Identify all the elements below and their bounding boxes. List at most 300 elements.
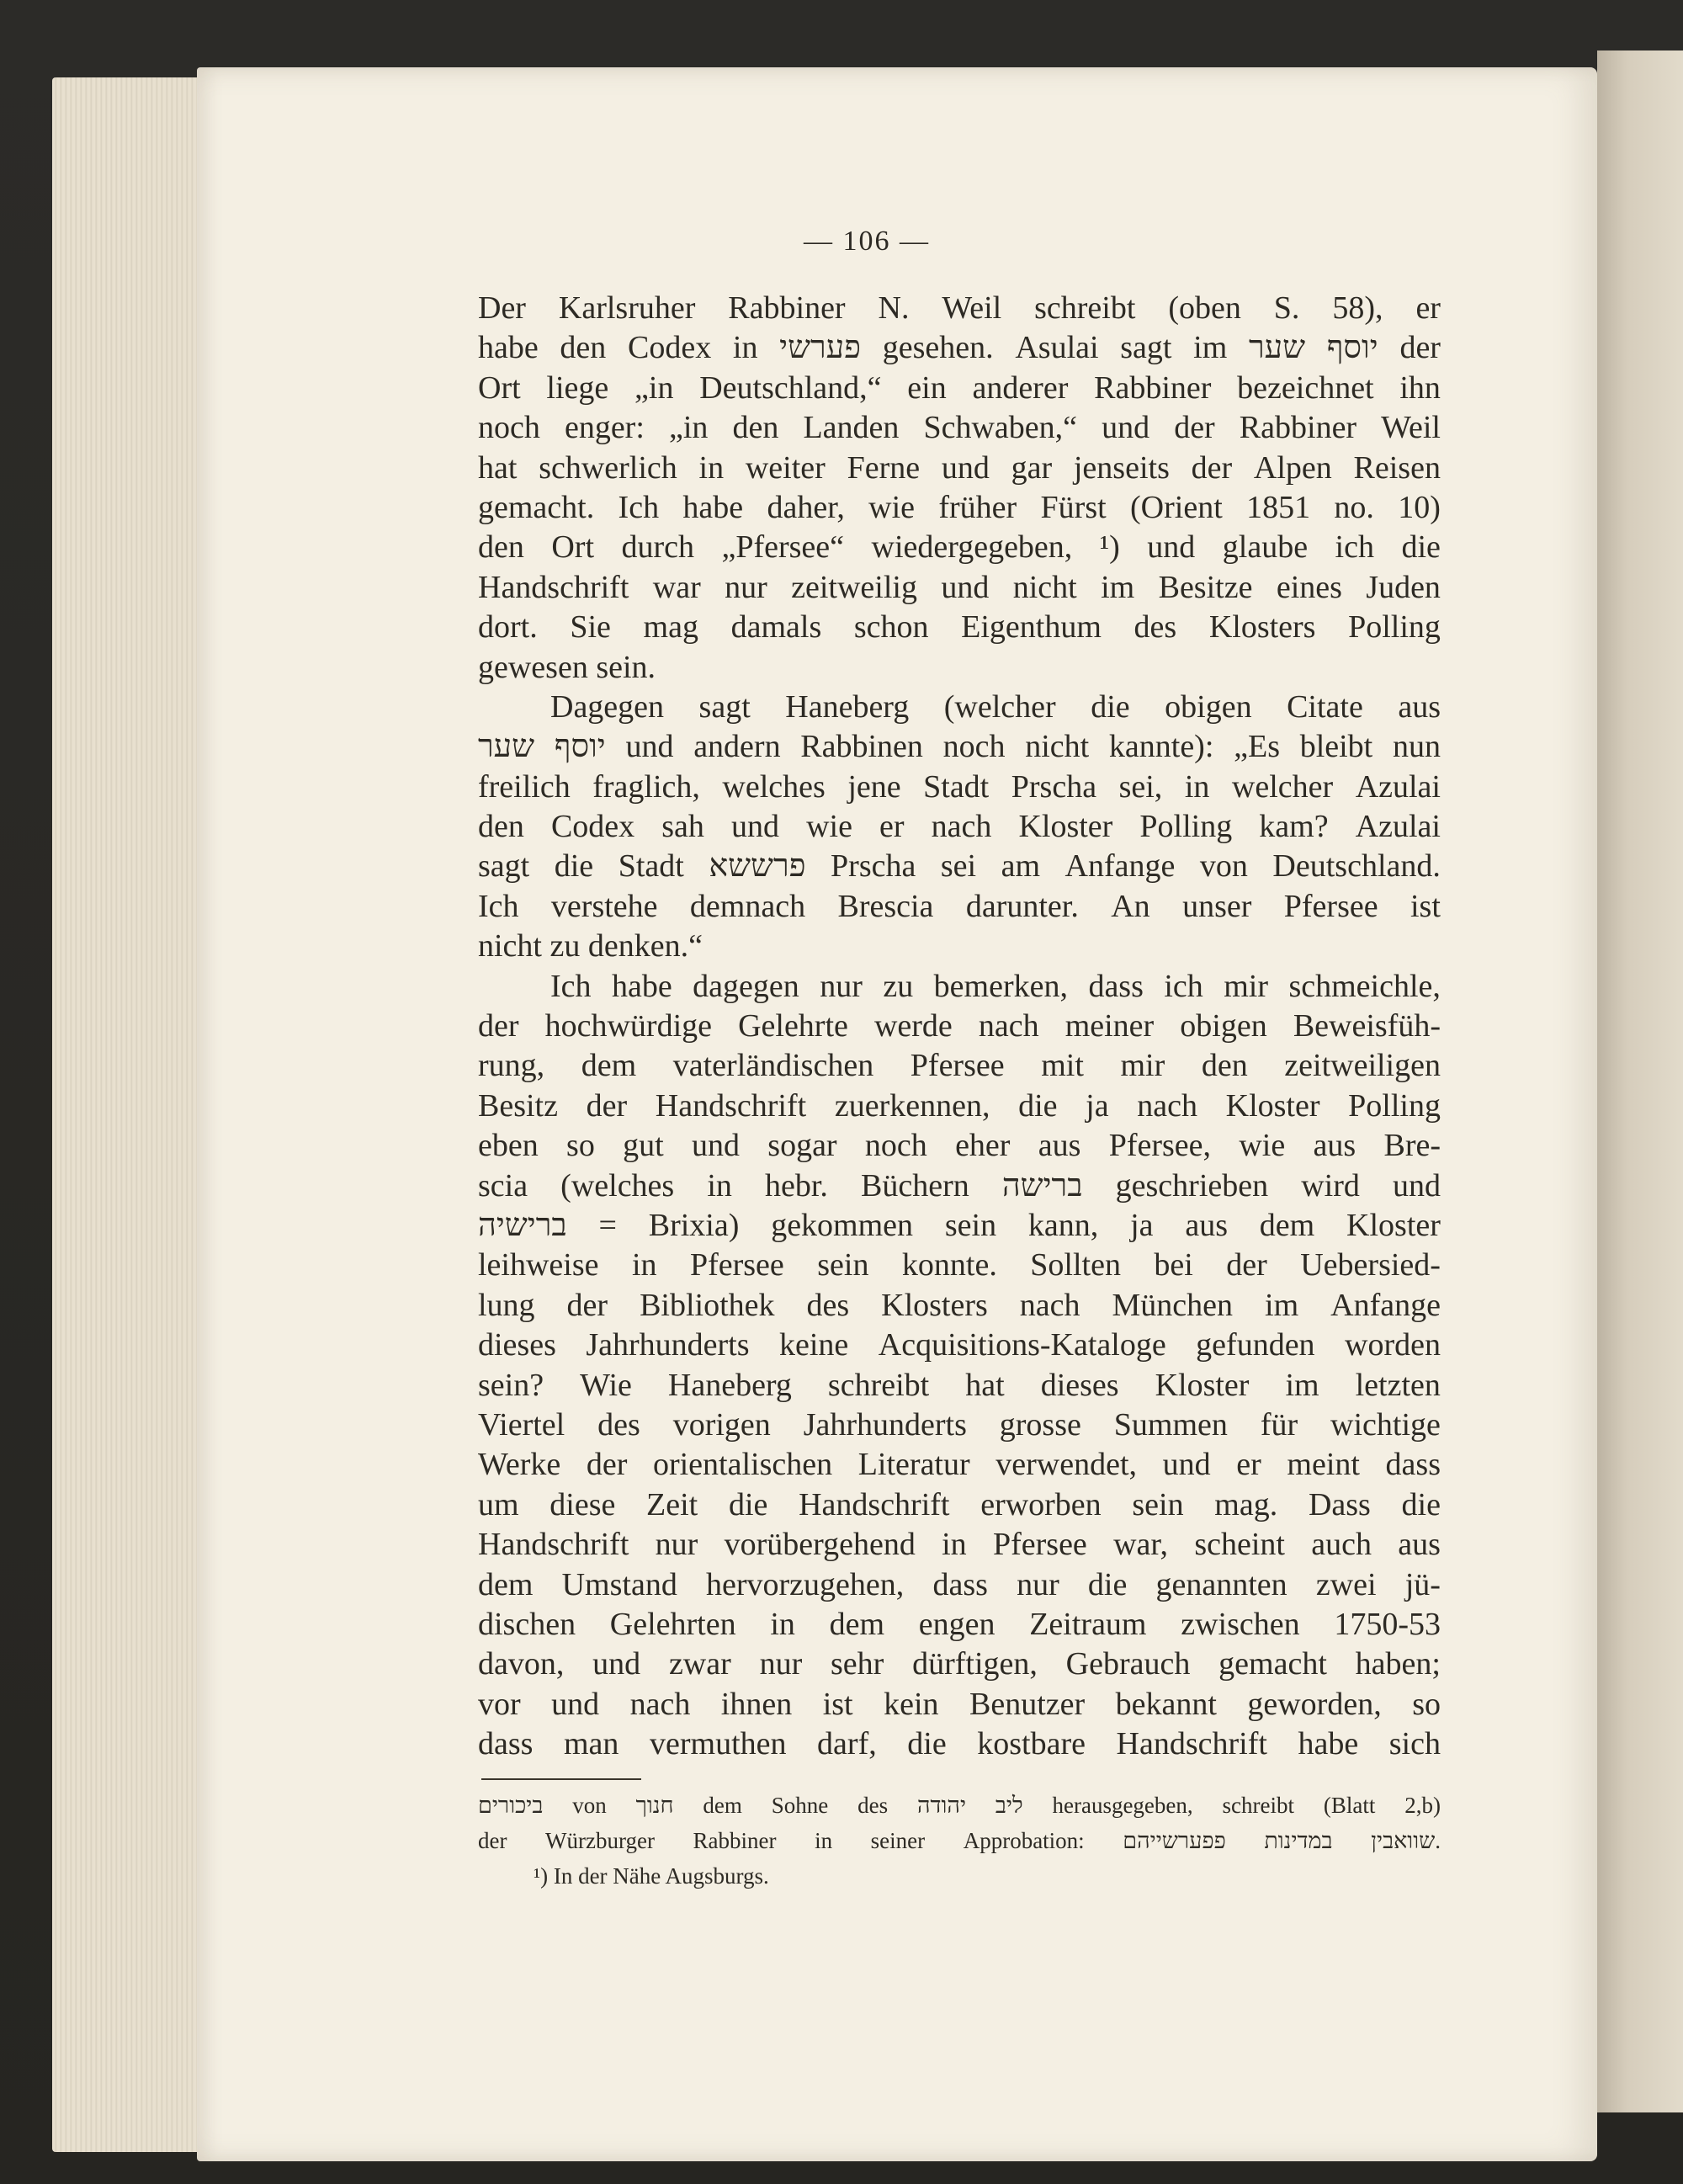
word: Handschrift [655, 1087, 807, 1124]
word: der [1399, 330, 1441, 366]
word: dass [932, 1566, 988, 1602]
word: Anfange [1064, 848, 1176, 885]
word: Dass [1308, 1486, 1371, 1522]
text-line [478, 1486, 1441, 1526]
word: Klosters [881, 1287, 988, 1323]
word: und [625, 729, 674, 765]
word: und [941, 569, 990, 605]
word: rung, [478, 1048, 545, 1084]
word: Rabbiner [1094, 369, 1212, 406]
word: dem [581, 1048, 637, 1084]
word: Ich [618, 489, 660, 525]
word: und [592, 1646, 641, 1682]
word: Besitz [478, 1087, 558, 1124]
word: genannten [1155, 1566, 1287, 1602]
word: von [572, 1793, 607, 1818]
word: zeitweilig [791, 569, 917, 605]
word: ביכורים [478, 1793, 544, 1818]
word: sein [1132, 1486, 1184, 1522]
text-line [478, 1566, 1441, 1606]
word: hebr. [764, 1167, 828, 1204]
word: des [1134, 609, 1177, 646]
word: weiter [745, 449, 826, 486]
word: wird [1301, 1167, 1360, 1204]
word: den [1201, 1048, 1248, 1084]
text-line [478, 888, 1441, 927]
word: hat [965, 1367, 1005, 1403]
word: hervorzugehen, [706, 1566, 905, 1602]
word: Kloster [1225, 1087, 1320, 1124]
word: (welcher [943, 688, 1056, 725]
text-line [478, 1526, 1441, 1565]
text-line [478, 1725, 1441, 1765]
word: zwei [1315, 1566, 1377, 1602]
word: der [1226, 1247, 1267, 1283]
word: habe [611, 968, 672, 1004]
word: Ich [478, 888, 519, 924]
word: nun [1392, 729, 1441, 765]
word: Viertel [478, 1406, 565, 1443]
word: Approbation: [963, 1828, 1085, 1853]
word: in [631, 1247, 657, 1283]
word: darf, [817, 1726, 877, 1762]
word: Sie [570, 609, 611, 646]
word: nur [820, 968, 863, 1004]
word: von [1199, 848, 1248, 885]
word: sehr [831, 1646, 884, 1682]
word: Kloster [1346, 1207, 1441, 1243]
word: andern [693, 729, 781, 765]
word: Rabbiner [728, 290, 846, 326]
word: zwischen [1181, 1606, 1300, 1642]
word: aus [1398, 688, 1441, 725]
word: ¹) [1099, 529, 1120, 566]
word: ja [1086, 1087, 1109, 1124]
footnotes [478, 1793, 1441, 1899]
word: 58), [1332, 290, 1383, 326]
word: Polling [1139, 809, 1233, 845]
word: ich [1164, 968, 1203, 1004]
word: ihn [1399, 369, 1441, 406]
word: Umstand [561, 1566, 677, 1602]
word: Handschrift [799, 1486, 950, 1522]
word: eher [955, 1128, 1011, 1164]
text-line [478, 1087, 1441, 1127]
word: dagegen [693, 968, 799, 1004]
word: aus [1185, 1207, 1228, 1243]
text-line [478, 1287, 1441, 1326]
paragraph-start-line [478, 688, 1441, 728]
word: der [586, 1087, 628, 1124]
word: werde [873, 1008, 953, 1044]
word: die [554, 848, 594, 885]
word: Literatur [857, 1447, 970, 1483]
word: herausgegeben, [1052, 1793, 1193, 1818]
word: konnte. [901, 1247, 997, 1283]
word: Polling [1348, 609, 1441, 646]
word: nach [1019, 1287, 1080, 1323]
paragraph-end-line: nicht zu denken.“ [478, 928, 703, 964]
word: Schwaben,“ [923, 410, 1078, 446]
word: gefunden [1196, 1327, 1315, 1363]
word: worden [1345, 1327, 1441, 1363]
word: wie [806, 809, 852, 845]
word: und [551, 1686, 600, 1722]
word: Handschrift [478, 1527, 629, 1563]
word: hochwürdige [544, 1008, 712, 1044]
word: S. [1273, 290, 1300, 326]
word: er [879, 809, 905, 845]
word: liege [546, 369, 609, 406]
word: dort. [478, 609, 538, 646]
word: „Es [1234, 729, 1280, 765]
word: und [941, 449, 990, 486]
text-line [478, 449, 1441, 489]
word: den [560, 330, 607, 366]
word: jü- [1404, 1566, 1441, 1602]
word: nach [1137, 1087, 1197, 1124]
word: Rabbiner [693, 1828, 777, 1853]
word: Handschrift [1116, 1726, 1267, 1762]
text-line [478, 1367, 1441, 1406]
text-line [478, 1446, 1441, 1485]
word: geschrieben [1115, 1167, 1269, 1204]
word: nach [931, 809, 992, 845]
word: Anfange [1330, 1287, 1441, 1323]
word: der [566, 1287, 608, 1323]
word: schon [853, 609, 929, 646]
word: die [1401, 1486, 1441, 1522]
word: vorübergehend [724, 1527, 916, 1563]
word: Bre- [1383, 1128, 1441, 1164]
word: dischen [478, 1606, 576, 1642]
word: obigen [1165, 688, 1252, 725]
word: meiner [1064, 1008, 1155, 1044]
word: aus [1313, 1128, 1356, 1164]
word: sich [1388, 1726, 1441, 1762]
word: dem [703, 1793, 742, 1818]
word: in [698, 449, 725, 486]
word: ist [822, 1686, 853, 1722]
word: ליב [995, 1793, 1023, 1818]
word: in [815, 1828, 833, 1853]
word: Codex [627, 330, 712, 366]
word: gar [1011, 449, 1053, 486]
word: mag. [1214, 1486, 1278, 1522]
text-line [478, 1686, 1441, 1725]
word: פערשי [779, 330, 862, 366]
word: Werke [478, 1447, 561, 1483]
word: Dagegen [550, 688, 665, 725]
word: schreibt [1034, 290, 1136, 326]
word: diese [549, 1486, 616, 1522]
word: חנוך [635, 1793, 674, 1818]
word: sein [817, 1247, 869, 1283]
word: Klosters [1208, 609, 1316, 646]
word: שוואבין. [1371, 1828, 1441, 1853]
text-line [478, 329, 1441, 369]
word: nicht [1025, 729, 1090, 765]
text-line [478, 369, 1441, 409]
word: יוסף [554, 729, 606, 765]
word: im [1101, 569, 1135, 605]
word: = [598, 1207, 617, 1243]
word: der [1174, 410, 1215, 446]
word: 1750-53 [1334, 1606, 1441, 1642]
word: Weil [1381, 410, 1441, 446]
word: Beweisfüh- [1293, 1008, 1441, 1044]
word: für [1260, 1406, 1298, 1443]
word: gesehen. [882, 330, 994, 366]
text-line [478, 290, 1441, 329]
word: Uebersied- [1300, 1247, 1441, 1283]
word: nur [655, 1527, 698, 1563]
word: er [1415, 290, 1441, 326]
word: engen [918, 1606, 995, 1642]
word: Haneberg [667, 1367, 792, 1403]
word: Weil [942, 290, 1002, 326]
word: Fürst [1040, 489, 1107, 525]
word: und [1102, 410, 1150, 446]
word: kostbare [977, 1726, 1086, 1762]
word: kann, [1027, 1207, 1099, 1243]
word: am [1001, 848, 1041, 885]
page-block-edges [52, 77, 204, 2152]
word: Azulai [1355, 768, 1441, 805]
word: schwerlich [539, 449, 677, 486]
word: im [1285, 1367, 1319, 1403]
word: kein [884, 1686, 939, 1722]
word: dass [478, 1726, 534, 1762]
word: Gelehrten [609, 1606, 736, 1642]
word: die [728, 1486, 768, 1522]
word: Würzburger [545, 1828, 655, 1853]
word: Ferne [847, 449, 921, 486]
word: 1851 [1246, 489, 1311, 525]
paragraph-start-line [478, 968, 1441, 1007]
word: den [478, 809, 524, 845]
word: ihnen [720, 1686, 793, 1722]
word: Bibliothek [640, 1287, 775, 1323]
word: daher, [767, 489, 845, 525]
word: Polling [1348, 1087, 1441, 1124]
word: schreibt [1222, 1793, 1294, 1818]
word: leihweise [478, 1247, 599, 1283]
word: mir [1120, 1048, 1165, 1084]
footnote-line [478, 1793, 1441, 1828]
word: Prscha [831, 848, 916, 885]
word: zwar [668, 1646, 731, 1682]
text-line [478, 848, 1441, 887]
word: in [770, 1606, 795, 1642]
word: „in [668, 410, 709, 446]
word: zu [883, 968, 914, 1004]
word: Karlsruher [558, 290, 696, 326]
word: und [691, 1128, 740, 1164]
text-line [478, 1207, 1441, 1246]
word: die [907, 1726, 947, 1762]
word: „in [634, 369, 674, 406]
word: glaube [1222, 529, 1309, 566]
word: Der [478, 290, 526, 326]
facing-page-edge [1597, 50, 1683, 2112]
word: mir [1224, 968, 1269, 1004]
word: wichtige [1330, 1406, 1441, 1443]
text-line [478, 409, 1441, 449]
word: Reisen [1353, 449, 1441, 486]
word: שער [1248, 330, 1306, 366]
word: vermuthen [649, 1726, 787, 1762]
word: jenseits [1073, 449, 1170, 486]
word: grosse [999, 1406, 1081, 1443]
word: nur [1017, 1566, 1059, 1602]
word: (oben [1168, 290, 1241, 326]
word: Citate [1287, 688, 1363, 725]
word: unser [1182, 888, 1252, 924]
word: Pfersee [910, 1048, 1005, 1084]
word: haben; [1355, 1646, 1441, 1682]
word: sagt [1120, 330, 1172, 366]
word: den [732, 410, 779, 446]
word: Rabbinen [800, 729, 923, 765]
word: Asulai [1015, 330, 1099, 366]
word: darunter. [965, 888, 1079, 924]
word: freilich [478, 768, 571, 805]
word: lung [478, 1287, 535, 1323]
word: Zeit [646, 1486, 698, 1522]
word: anderer [972, 369, 1069, 406]
word: die [1401, 529, 1441, 566]
word: Pfersee [992, 1527, 1087, 1563]
word: sagt [698, 688, 751, 725]
word: auch [1311, 1527, 1372, 1563]
word: Codex [550, 809, 635, 845]
word: in [942, 1527, 967, 1563]
word: Pfersee [1283, 888, 1378, 924]
word: Benutzer [969, 1686, 1086, 1722]
word: nur [759, 1646, 803, 1682]
word: dem [1259, 1207, 1315, 1243]
word: Eigenthum [961, 609, 1102, 646]
word: Azulai [1355, 809, 1441, 845]
word: habe [1298, 1726, 1359, 1762]
word: dem [829, 1606, 885, 1642]
word: des [597, 1406, 640, 1443]
text-line [478, 1645, 1441, 1685]
word: durch [621, 529, 694, 566]
text-line [478, 1406, 1441, 1446]
text-line [478, 529, 1441, 568]
word: den [478, 529, 524, 566]
word: Pfersee, [1108, 1128, 1212, 1164]
word: zeitweiligen [1284, 1048, 1441, 1084]
word: der [1191, 449, 1233, 486]
word: im [1193, 330, 1228, 366]
word: vor [478, 1686, 521, 1722]
word: die [1087, 1566, 1128, 1602]
word: davon, [478, 1646, 565, 1682]
word: Stadt [618, 848, 684, 885]
word: obigen [1180, 1008, 1267, 1044]
word: und [730, 809, 779, 845]
word: Kloster [1155, 1367, 1250, 1403]
word: Ich [550, 968, 592, 1004]
word: vaterländischen [672, 1048, 874, 1084]
word: sah [661, 809, 704, 845]
word: aus [1398, 1527, 1441, 1563]
word: bekannt [1115, 1686, 1217, 1722]
word: nach [629, 1686, 691, 1722]
word: scia [478, 1167, 528, 1204]
word: Gebrauch [1065, 1646, 1191, 1682]
word: und [1162, 1447, 1211, 1483]
word: An [1111, 888, 1150, 924]
word: noch [478, 410, 540, 446]
word: Jahrhunderts [803, 1406, 967, 1443]
word: ich [1335, 529, 1374, 566]
page-number: — 106 — [804, 226, 930, 257]
word: bezeichnet [1237, 369, 1374, 406]
word: und [1147, 529, 1196, 566]
word: mit [1041, 1048, 1084, 1084]
word: Stadt [923, 768, 990, 805]
word: gemacht. [478, 489, 595, 525]
word: Kloster [1018, 809, 1113, 845]
word: Ort [478, 369, 521, 406]
word: demnach [689, 888, 806, 924]
word: aus [1038, 1128, 1081, 1164]
word: letzten [1355, 1367, 1441, 1403]
word: Handschrift [478, 569, 629, 605]
word: Brescia [837, 888, 934, 924]
word: noch [864, 1128, 927, 1164]
word: war, [1113, 1527, 1169, 1563]
word: Sohne [771, 1793, 829, 1818]
main-text [478, 290, 1441, 1765]
word: no. [1334, 489, 1374, 525]
word: verwendet, [995, 1447, 1138, 1483]
word: wie [1239, 1128, 1286, 1164]
word: die [1091, 688, 1130, 725]
word: schmeichle, [1288, 968, 1441, 1004]
word: um [478, 1486, 519, 1522]
word: dass [1385, 1447, 1441, 1483]
word: mag [643, 609, 698, 646]
word: orientalischen [652, 1447, 833, 1483]
word: dem [478, 1566, 534, 1602]
word: (Blatt [1323, 1793, 1376, 1818]
word: so [566, 1128, 595, 1164]
word: die [1018, 1087, 1058, 1124]
word: geworden, [1247, 1686, 1382, 1722]
word: Sollten [1030, 1247, 1121, 1283]
word: hat [478, 449, 518, 486]
word: nach [978, 1008, 1039, 1044]
word: bleibt [1299, 729, 1373, 765]
word: wiedergegeben, [871, 529, 1073, 566]
word: Juden [1366, 569, 1441, 605]
word: Landen [803, 410, 900, 446]
text-line [478, 1606, 1441, 1645]
word: יוסף [1326, 330, 1378, 366]
word: scheint [1194, 1527, 1285, 1563]
word: ein [907, 369, 947, 406]
word: sein [944, 1207, 997, 1243]
word: eines [1276, 569, 1342, 605]
text-line [478, 1127, 1441, 1166]
word: habe [478, 330, 539, 366]
word: eben [478, 1128, 539, 1164]
